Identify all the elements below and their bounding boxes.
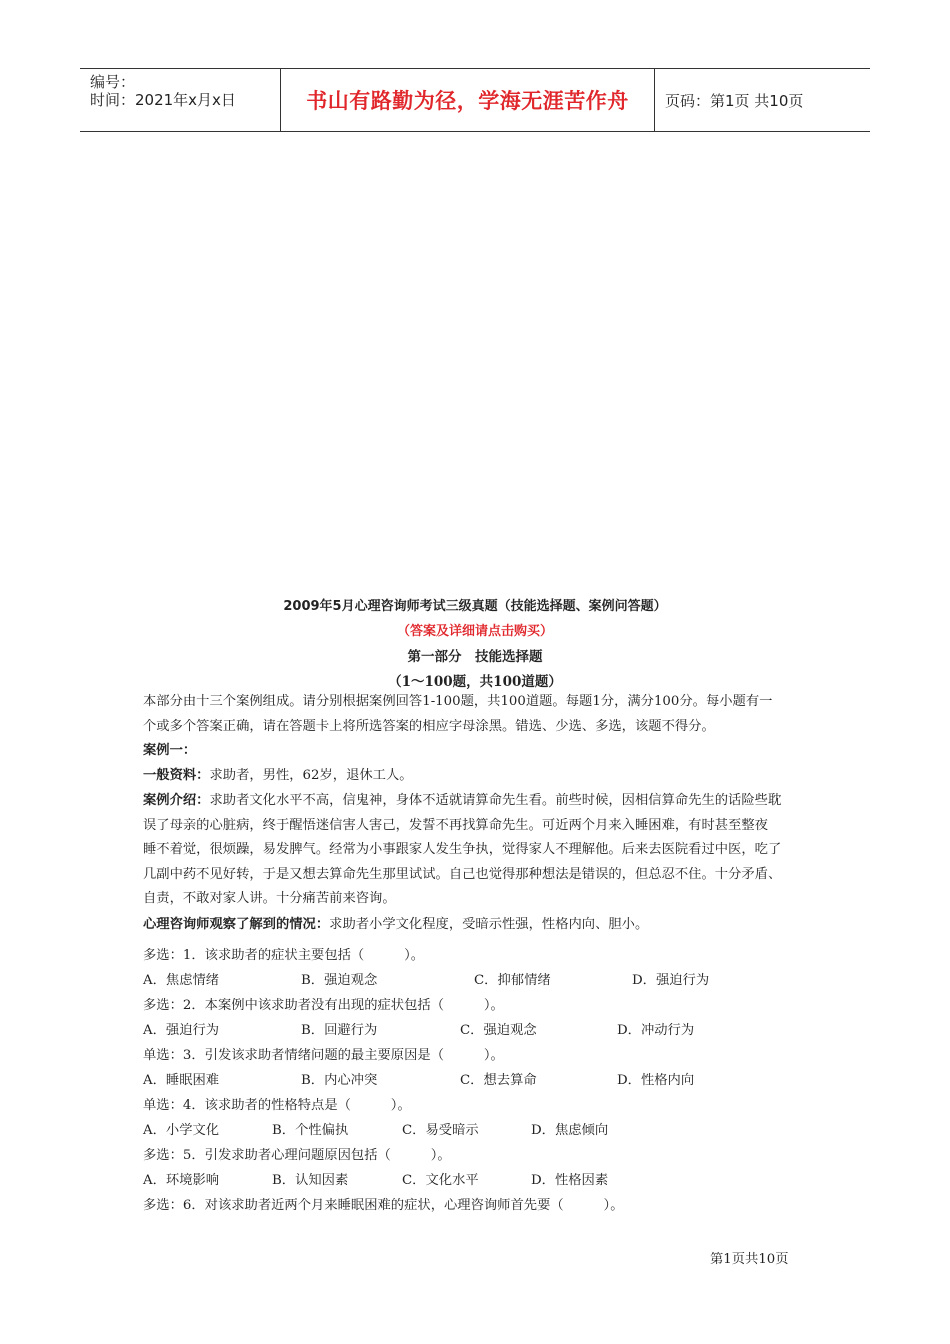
motto: 书山有路勤为径，学海无涯苦作舟: [306, 89, 629, 113]
answer-option: C．强迫观念: [460, 1023, 537, 1038]
answer-option: A．睡眠困难: [143, 1073, 220, 1088]
answer-option: D．冲动行为: [617, 1023, 695, 1038]
answer-option: A．焦虑情绪: [143, 973, 220, 988]
answer-option: B．个性偏执: [272, 1123, 349, 1138]
observation-text: 求助者小学文化程度，受暗示性强，性格内向、胆小。: [329, 917, 649, 932]
answer-option: A．强迫行为: [143, 1023, 220, 1038]
question-stem: 多选：1．该求助者的症状主要包括（ ）。: [143, 948, 425, 963]
observation-label: 心理咨询师观察了解到的情况：: [143, 917, 330, 932]
answer-option: B．回避行为: [301, 1023, 378, 1038]
time-label: 时间：2021年x月x日: [90, 91, 236, 109]
answer-option: D．性格因素: [531, 1173, 609, 1188]
general-info-text: 求助者，男性，62岁，退休工人。: [209, 768, 413, 783]
instructions-paragraph: [143, 690, 813, 739]
answer-option: D．焦虑倾向: [531, 1123, 609, 1138]
case-intro-label: 案例介绍：: [143, 793, 210, 808]
question-stem: 单选：4．该求助者的性格特点是（ ）。: [143, 1098, 411, 1113]
document-title: 2009年5月心理咨询师考试三级真题（技能选择题、案例问答题）: [283, 599, 667, 614]
general-info: [143, 764, 813, 789]
page-label: 页码：第1页 共10页: [665, 91, 804, 110]
instructions-line: 本部分由十三个案例组成。请分别根据案例回答1-100题，共100道题。每题1分，满分100分。每小题有一: [143, 694, 773, 709]
answer-option: D．强迫行为: [632, 973, 710, 988]
part-title: 第一部分 技能选择题: [407, 649, 543, 665]
header-motto-cell: [281, 69, 655, 131]
case-introduction: [143, 789, 813, 912]
counselor-observation: [143, 913, 813, 938]
answer-option: D．性格内向: [617, 1073, 695, 1088]
page-footer: 第1页共10页: [710, 1252, 789, 1267]
purchase-link[interactable]: （答案及详细请点击购买）: [396, 624, 553, 639]
answer-option: C．想去算命: [460, 1073, 537, 1088]
case-heading: 案例一：: [143, 743, 197, 758]
doc-number-label: 编号：: [90, 73, 136, 91]
answer-option: B．内心冲突: [301, 1073, 378, 1088]
answer-option: C．易受暗示: [402, 1123, 479, 1138]
question-stem: 多选：5．引发求助者心理问题原因包括（ ）。: [143, 1148, 451, 1163]
question-stem: 单选：3．引发该求助者情绪问题的最主要原因是（ ）。: [143, 1048, 504, 1063]
answer-option: A．环境影响: [143, 1173, 220, 1188]
case-intro-line: 误了母亲的心脏病，终于醒悟迷信害人害己，发誓不再找算命先生。可近两个月来入睡困难，有时甚至整夜: [143, 817, 768, 833]
header-page-cell: [655, 69, 870, 131]
question-stem: 多选：6．对该求助者近两个月来睡眠困难的症状，心理咨询师首先要（ ）。: [143, 1198, 624, 1213]
question-stem: 多选：2．本案例中该求助者没有出现的症状包括（ ）。: [143, 998, 504, 1013]
answer-option: C．文化水平: [402, 1173, 479, 1188]
instructions-line: 个或多个答案正确，请在答题卡上将所选答案的相应字母涂黑。错选、少选、多选，该题不得分。: [143, 718, 715, 734]
question-range: （1～100题，共100道题）: [388, 674, 562, 690]
case-intro-line: 求助者文化水平不高，信鬼神，身体不适就请算命先生看。前些时候，因相信算命先生的话险些耽: [209, 793, 782, 808]
header-meta-cell: [80, 69, 281, 131]
answer-option: A．小学文化: [143, 1123, 220, 1138]
case-intro-line: 几副中药不见好转，于是又想去算命先生那里试试。自己也觉得那种想法是错误的，但总忍不住。十分矛盾、: [143, 866, 782, 882]
answer-option: C．抑郁情绪: [474, 973, 551, 988]
general-info-label: 一般资料：: [143, 768, 210, 783]
answer-option: B．强迫观念: [301, 973, 378, 988]
case-intro-line: 自责，不敢对家人讲。十分痛苦前来咨询。: [143, 891, 396, 906]
answer-option: B．认知因素: [272, 1173, 349, 1188]
case-intro-line: 睡不着觉，很烦躁，易发脾气。经常为小事跟家人发生争执，觉得家人不理解他。后来去医院看过中医，吃了: [143, 842, 782, 857]
page-header: [80, 68, 870, 132]
